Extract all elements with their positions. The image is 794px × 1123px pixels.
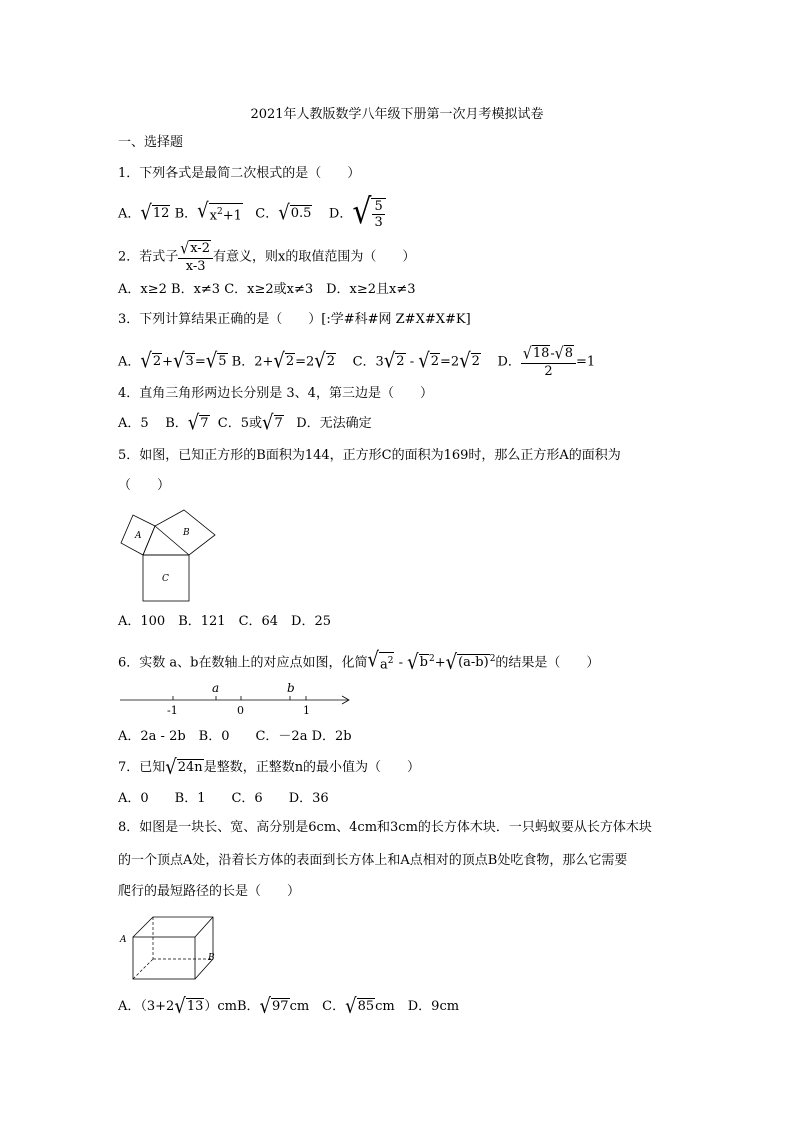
q1-option-a-root: √ 12: [140, 201, 170, 226]
square-b-label: B: [183, 528, 190, 538]
tick-minus-one: -1: [167, 704, 178, 717]
square-a-label: A: [135, 531, 142, 541]
section-heading: 一、选择题: [118, 135, 184, 150]
question-8-options: A．（3+2 √ 13 ）cmB． √ 97 cm C． √ 85 cm D．9cm: [118, 993, 460, 1018]
question-2-options: A．x≥2 B．x≠3 C．x≥2或x≠3 D．x≥2且x≠3: [118, 282, 416, 297]
q1-option-c-label: C．: [255, 206, 279, 222]
tick-one: 1: [303, 704, 310, 717]
question-1-stem: 1．下列各式是最简二次根式的是（ ）: [118, 166, 361, 181]
vertex-a-label: A: [120, 935, 127, 945]
question-2-stem: 2．若式子 √ x-2 x-3 有意义，则x的取值范围为（ ）: [118, 239, 416, 274]
cuboid-figure: [118, 912, 228, 987]
question-5-stem-line1: 5．如图，已知正方形的B面积为144，正方形C的面积为169时，那么正方形A的面积为: [118, 448, 621, 463]
question-7-options: A．0 B．1 C．6 D．36: [118, 791, 329, 806]
number-line-figure: [118, 678, 358, 718]
question-3-options: A． √ 2 + √ 3 = √ 5 B．2+ √ 2 =2 √ 2 C．3 √ 2 - √ 2 =2 √ 2 D． √ 18 - √ 8 2 =1: [118, 344, 596, 379]
point-b-label: b: [287, 681, 295, 695]
square-c-label: C: [162, 574, 169, 584]
q2-fraction: √ x-2 x-3: [178, 240, 213, 274]
question-5-options: A．100 B．121 C．64 D．25: [118, 614, 332, 629]
q1-option-b-root: √ $x^2+1$: [197, 199, 242, 224]
q1-option-d-label: D．: [328, 206, 353, 222]
tick-zero: 0: [237, 704, 244, 717]
q1-option-a-label: A．: [118, 206, 141, 222]
question-6-stem: 6．实数 a、b在数轴上的对应点如图，化简 √ $a^2$ - √ b $^2$+ √ (a-b) $^2$的结果是（ ）: [118, 648, 600, 675]
pythagoras-squares-figure: [118, 500, 218, 605]
question-7-stem: 7．已知 √ 24n 是整数，正整数n的最小值为（ ）: [118, 754, 421, 779]
question-3-stem: 3．下列计算结果正确的是（ ）[:学#科#网 Z#X#X#K]: [118, 312, 471, 327]
q1-option-c-root: √ 0.5: [278, 201, 312, 226]
question-1-options: [118, 192, 386, 233]
q1-option-d-root: √ $\frac{5}{3}$: [352, 198, 385, 230]
question-8-line3: 爬行的最短路径的长是（ ）: [118, 884, 301, 899]
point-a-label: a: [212, 681, 220, 695]
question-5-stem-line2: （ ）: [118, 478, 171, 493]
question-6-options: A．2a - 2b B．0 C．－2a D．2b: [118, 729, 352, 744]
q1-option-b-label: B．: [174, 206, 198, 222]
page-title: 2021年人教版数学八年级下册第一次月考模拟试卷: [250, 107, 544, 122]
question-4-options: A．5 B． √ 7 C．5或 √ 7 D．无法确定: [118, 410, 372, 435]
question-8-line1: 8．如图是一块长、宽、高分别是6cm、4cm和3cm的长方体木块．一只蚂蚁要从长方体木块: [118, 820, 652, 835]
vertex-b-label: B: [208, 953, 215, 963]
question-8-line2: 的一个顶点A处，沿着长方体的表面到长方体上和A点相对的顶点B处吃食物，那么它需要: [118, 853, 628, 868]
question-4-stem: 4．直角三角形两边长分别是 3、4，第三边是（ ）: [118, 386, 433, 401]
